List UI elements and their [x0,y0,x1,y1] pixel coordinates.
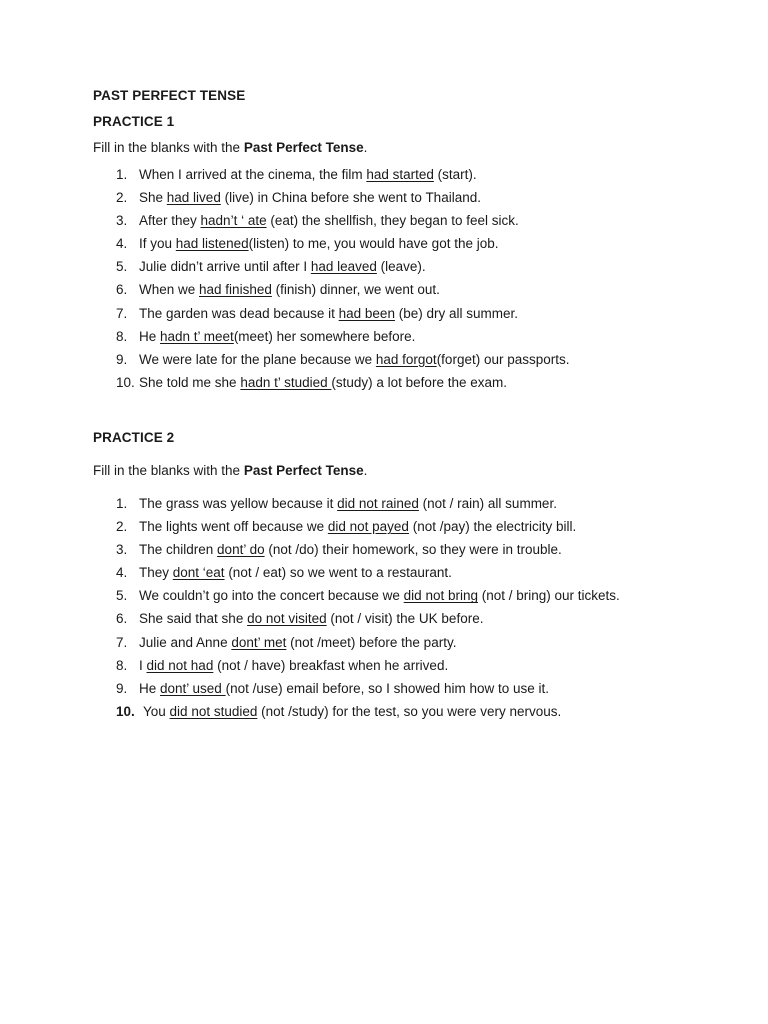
exercise-item [0,351,700,374]
item-sentence: You did not studied (not /study) for the test, so you were very nervous. [143,703,562,719]
item-sentence: The garden was dead because it had been (be) dry all summer. [139,305,518,321]
exercise-item [0,189,700,212]
practice-1-instruction: Fill in the blanks with the Past Perfect Tense. [93,140,368,155]
exercise-item [0,328,700,351]
item-number: 5. [116,588,128,604]
answer-blank: had forgot [375,351,437,367]
item-sentence: The children dont’ do (not /do) their homework, so they were in trouble. [139,542,562,558]
exercise-item [0,166,700,189]
item-number: 5. [116,259,128,275]
item-sentence: We were late for the plane because we had forgot(forget) our passports. [139,351,570,367]
answer-blank: had finished [199,282,272,298]
item-number: 9. [116,351,128,367]
item-number: 10. [116,703,135,719]
item-sentence: He hadn t’ meet(meet) her somewhere before. [139,328,416,344]
exercise-item [0,518,700,541]
answer-blank: dont ‘eat [172,565,225,581]
item-number: 7. [116,634,128,650]
item-number: 1. [116,167,128,182]
answer-blank: hadn’t ‘ ate [200,213,267,229]
item-sentence: She had lived (live) in China before she went to Thailand. [139,190,481,206]
item-number: 3. [116,542,128,558]
answer-blank: had started [366,167,434,182]
item-sentence: He dont’ used (not /use) email before, so I showed him how to use it. [139,680,549,696]
answer-blank: dont’ met [231,634,287,650]
item-sentence: Julie didn’t arrive until after I had leaved (leave). [139,259,426,275]
item-number: 10. [116,374,135,390]
exercise-item [0,305,700,328]
answer-blank: did not studied [169,703,258,719]
item-number: 2. [116,190,128,206]
answer-blank: dont’ do [217,542,265,558]
answer-blank: had listened [175,236,249,252]
exercise-item [0,374,700,397]
answer-blank: did not had [146,657,214,673]
exercise-item [0,634,700,657]
practice-2-heading: PRACTICE 2 [93,430,175,445]
item-sentence: I did not had (not / have) breakfast when he arrived. [139,657,449,673]
exercise-item [0,703,700,726]
item-sentence: She told me she hadn t’ studied (study) a lot before the exam. [139,374,507,390]
page-title: PAST PERFECT TENSE [93,88,246,103]
item-sentence: She said that she do not visited (not / visit) the UK before. [139,611,484,627]
answer-blank: did not rained [337,496,419,511]
exercise-item [0,212,700,235]
item-number: 3. [116,213,128,229]
item-number: 9. [116,680,128,696]
exercise-item [0,258,700,281]
answer-blank: hadn t’ studied [240,374,332,390]
item-number: 4. [116,236,128,252]
answer-blank: had been [338,305,395,321]
exercise-item [0,495,700,518]
item-number: 2. [116,519,128,535]
exercise-item [0,587,700,610]
exercise-item [0,680,700,703]
practice-2-instruction: Fill in the blanks with the Past Perfect Tense. [93,463,368,478]
item-sentence: After they hadn’t ‘ ate (eat) the shellfish, they began to feel sick. [139,213,519,229]
item-number: 6. [116,282,128,298]
exercise-item [0,657,700,680]
item-number: 4. [116,565,128,581]
item-sentence: When I arrived at the cinema, the film had started (start). [139,167,477,182]
item-number: 1. [116,496,128,511]
item-number: 6. [116,611,128,627]
item-sentence: When we had finished (finish) dinner, we went out. [139,282,440,298]
exercise-item [0,541,700,564]
item-sentence: They dont ‘eat (not / eat) so we went to a restaurant. [139,565,452,581]
item-sentence: We couldn’t go into the concert because we did not bring (not / bring) our tickets. [139,588,620,604]
exercise-item [0,235,700,258]
answer-blank: do not visited [247,611,327,627]
answer-blank: hadn t’ meet [160,328,234,344]
exercise-item [0,564,700,587]
answer-blank: had leaved [310,259,377,275]
answer-blank: dont’ used [160,680,226,696]
item-sentence: The lights went off because we did not payed (not /pay) the electricity bill. [139,519,577,535]
answer-blank: had lived [166,190,221,206]
practice-1-list [0,166,700,397]
answer-blank: did not payed [327,519,409,535]
item-number: 7. [116,305,128,321]
item-number: 8. [116,328,128,344]
item-sentence: If you had listened(listen) to me, you would have got the job. [139,236,499,252]
answer-blank: did not bring [403,588,478,604]
practice-2-list [0,495,700,726]
item-sentence: The grass was yellow because it did not rained (not / rain) all summer. [139,496,557,511]
item-sentence: Julie and Anne dont’ met (not /meet) before the party. [139,634,457,650]
exercise-item [0,610,700,633]
practice-1-heading: PRACTICE 1 [93,114,175,129]
item-number: 8. [116,657,128,673]
exercise-item [0,281,700,304]
